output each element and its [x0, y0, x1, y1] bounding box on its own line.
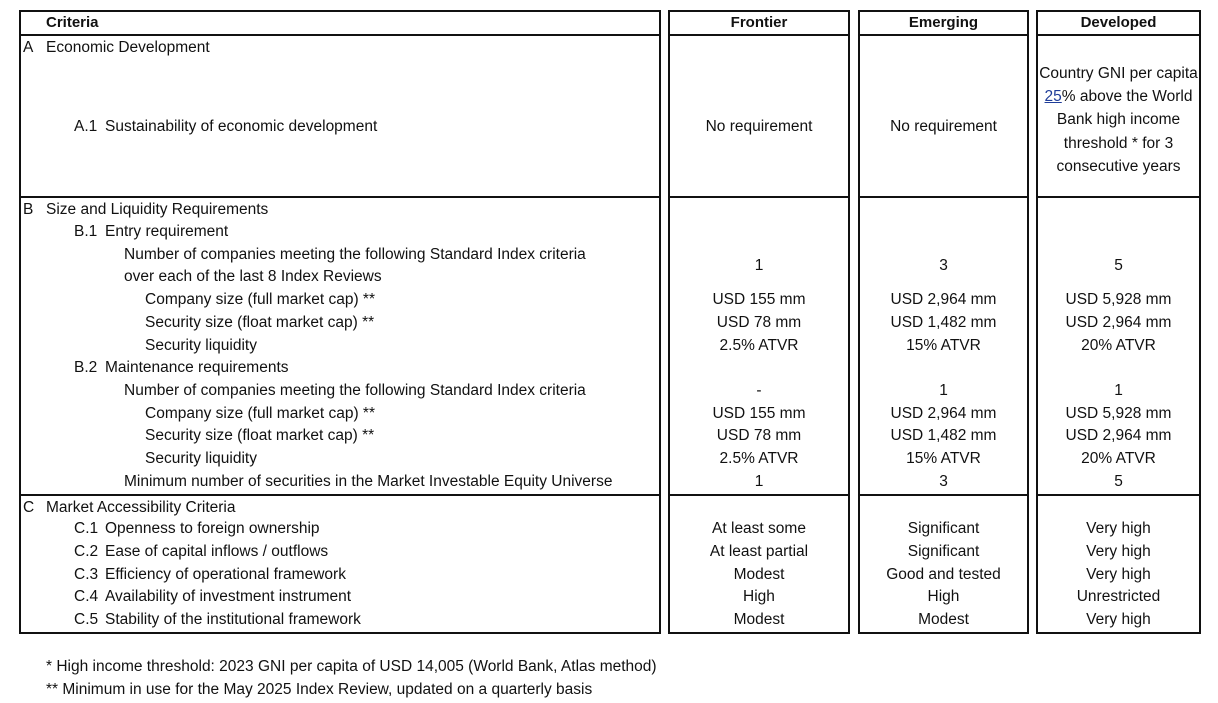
b2-min-secs-label: Minimum number of securities in the Market Investable Equity Universe [124, 473, 613, 490]
header-divider [1038, 34, 1199, 36]
developed-b2-liquidity: 20% ATVR [1081, 450, 1156, 467]
c5-code: C.5 [74, 611, 99, 628]
frontier-b1-liquidity: 2.5% ATVR [719, 337, 799, 354]
emerging-header: Emerging [908, 14, 979, 31]
developed-c1: Very high [1086, 520, 1151, 537]
section-c-divider [670, 494, 848, 496]
section-b-divider [860, 196, 1027, 198]
frontier-header: Frontier [730, 14, 788, 31]
developed-b1-security-size: USD 2,964 mm [1065, 314, 1172, 331]
developed-a1 [1038, 62, 1199, 178]
frontier-c5: Modest [733, 611, 785, 628]
emerging-c3: Good and tested [886, 566, 1001, 583]
b1-company-size-label: Company size (full market cap) ** [145, 291, 375, 308]
developed-b2-min-secs: 5 [1114, 473, 1123, 490]
frontier-c2: At least partial [709, 543, 809, 560]
emerging-b2-security-size: USD 1,482 mm [890, 427, 997, 444]
emerging-c4: High [927, 588, 960, 605]
emerging-b1-liquidity: 15% ATVR [906, 337, 981, 354]
c1-code: C.1 [74, 520, 99, 537]
emerging-b1-security-size: USD 1,482 mm [890, 314, 997, 331]
c3-code: C.3 [74, 566, 99, 583]
section-b-divider [1038, 196, 1199, 198]
section-b-letter: B [23, 201, 34, 218]
frontier-b1-security-size: USD 78 mm [716, 314, 802, 331]
developed-b1-company-size: USD 5,928 mm [1065, 291, 1172, 308]
section-c-divider [21, 494, 659, 496]
developed-b1-num: 5 [1114, 257, 1123, 274]
b1-code: B.1 [74, 223, 98, 240]
developed-c5: Very high [1086, 611, 1151, 628]
section-c-letter: C [23, 499, 35, 516]
b1-num-label-line2: over each of the last 8 Index Reviews [124, 268, 382, 285]
b2-num-label: Number of companies meeting the following Standard Index criteria [124, 382, 586, 399]
c3-label: Efficiency of operational framework [105, 566, 346, 583]
emerging-b2-min-secs: 3 [939, 473, 948, 490]
emerging-b2-company-size: USD 2,964 mm [890, 405, 997, 422]
developed-c4: Unrestricted [1076, 588, 1161, 605]
footnote-minimum-in-use: ** Minimum in use for the May 2025 Index Review, updated on a quarterly basis [46, 681, 593, 698]
b1-security-size-label: Security size (float market cap) ** [145, 314, 375, 331]
developed-a1-threshold-link[interactable]: 25 [1044, 88, 1062, 106]
section-b-divider [670, 196, 848, 198]
a1-code: A.1 [74, 118, 98, 135]
header-divider [860, 34, 1027, 36]
developed-a1-text-2: % above the World Bank high income threshold * for 3 consecutive years [1056, 88, 1193, 175]
b2-liquidity-label: Security liquidity [145, 450, 257, 467]
c1-label: Openness to foreign ownership [105, 520, 320, 537]
developed-b1-liquidity: 20% ATVR [1081, 337, 1156, 354]
footnote-income-threshold: * High income threshold: 2023 GNI per capita of USD 14,005 (World Bank, Atlas method) [46, 658, 657, 675]
c2-code: C.2 [74, 543, 99, 560]
b2-label: Maintenance requirements [105, 359, 289, 376]
c5-label: Stability of the institutional framework [105, 611, 361, 628]
b1-liquidity-label: Security liquidity [145, 337, 257, 354]
section-a-letter: A [23, 39, 34, 56]
emerging-column [858, 10, 1029, 634]
c2-label: Ease of capital inflows / outflows [105, 543, 329, 560]
developed-b2-company-size: USD 5,928 mm [1065, 405, 1172, 422]
developed-c2: Very high [1086, 543, 1151, 560]
section-b-title: Size and Liquidity Requirements [46, 201, 269, 218]
developed-header: Developed [1080, 14, 1157, 31]
b2-security-size-label: Security size (float market cap) ** [145, 427, 375, 444]
b1-num-label-line1: Number of companies meeting the following Standard Index criteria [124, 246, 586, 263]
b1-label: Entry requirement [105, 223, 229, 240]
a1-label: Sustainability of economic development [105, 118, 378, 135]
emerging-c5: Modest [918, 611, 969, 628]
criteria-header: Criteria [46, 14, 99, 31]
header-divider [21, 34, 659, 36]
emerging-c1: Significant [907, 520, 980, 537]
frontier-b2-company-size: USD 155 mm [712, 405, 806, 422]
b2-company-size-label: Company size (full market cap) ** [145, 405, 375, 422]
emerging-b1-company-size: USD 2,964 mm [890, 291, 997, 308]
frontier-b1-company-size: USD 155 mm [712, 291, 806, 308]
header-divider [670, 34, 848, 36]
frontier-column [668, 10, 850, 634]
developed-b2-num: 1 [1114, 382, 1123, 399]
developed-b2-security-size: USD 2,964 mm [1065, 427, 1172, 444]
section-c-divider [860, 494, 1027, 496]
section-a-title: Economic Development [46, 39, 210, 56]
emerging-c2: Significant [907, 543, 980, 560]
c4-code: C.4 [74, 588, 99, 605]
emerging-b2-num: 1 [939, 382, 948, 399]
section-c-divider [1038, 494, 1199, 496]
frontier-b2-min-secs: 1 [754, 473, 764, 490]
developed-column [1036, 10, 1201, 634]
frontier-b1-num: 1 [754, 257, 764, 274]
developed-a1-text-1: Country GNI per capita [1039, 65, 1198, 82]
section-b-divider [21, 196, 659, 198]
b2-code: B.2 [74, 359, 98, 376]
frontier-c1: At least some [712, 520, 806, 537]
emerging-b1-num: 3 [939, 257, 948, 274]
section-c-title: Market Accessibility Criteria [46, 499, 236, 516]
frontier-c3: Modest [733, 566, 785, 583]
frontier-a1: No requirement [705, 118, 813, 135]
frontier-b2-security-size: USD 78 mm [716, 427, 802, 444]
emerging-b2-liquidity: 15% ATVR [906, 450, 981, 467]
c4-label: Availability of investment instrument [105, 588, 352, 605]
frontier-b2-num: - [756, 382, 762, 399]
emerging-a1: No requirement [890, 118, 997, 135]
criteria-column [19, 10, 661, 634]
developed-c3: Very high [1086, 566, 1151, 583]
frontier-c4: High [743, 588, 775, 605]
frontier-b2-liquidity: 2.5% ATVR [719, 450, 799, 467]
